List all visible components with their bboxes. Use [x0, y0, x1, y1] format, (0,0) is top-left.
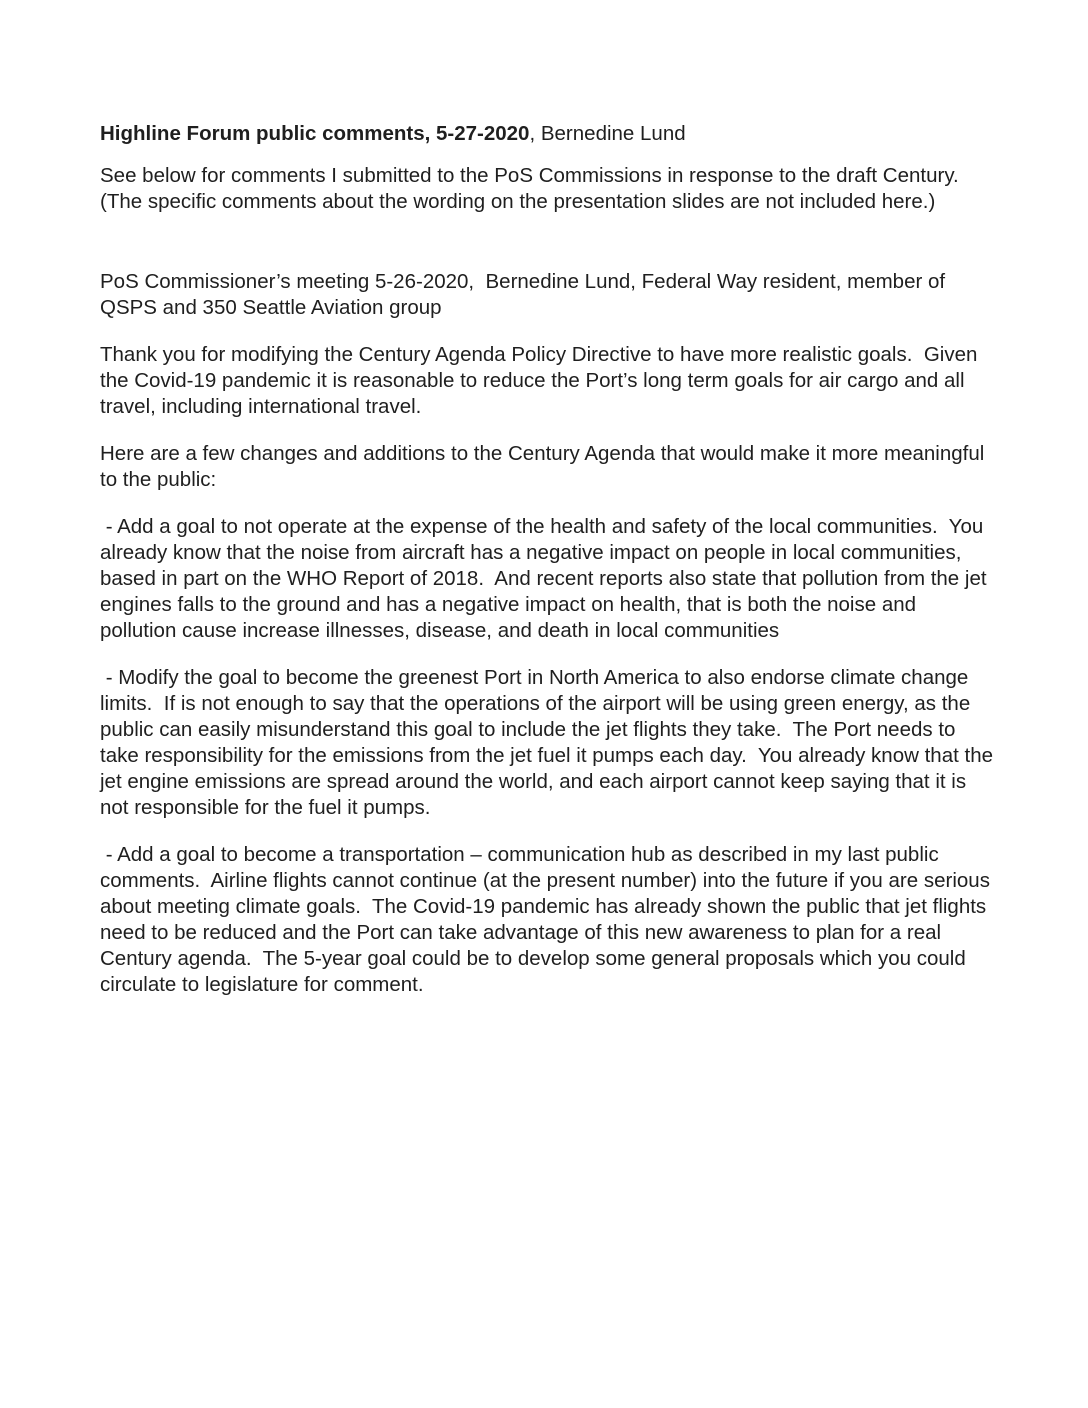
document-title [100, 121, 994, 147]
paragraph-changes-intro: Here are a few changes and additions to the Century Agenda that would make it more meaningful to the public: [100, 442, 991, 491]
paragraph-bullet-transportation: - Add a goal to become a transportation – communication hub as described in my last public comments. Airline flights cannot continue (at the present number) into the future if you are serious about meeting climate goals. The Covid-19 pandemic has already shown the public that jet flights need to be reduced and the Port can take advantage of this new awareness to plan for a real Century agenda. The 5-year goal could be to develop some general proposals which you could circulate to legislature for comment. [100, 843, 996, 996]
document-title-bold: Highline Forum public comments, 5-27-2020 [100, 122, 530, 145]
paragraph-bullet-health: - Add a goal to not operate at the expense of the health and safety of the local communities. You already know that the noise from aircraft has a negative impact on people in local communities, based in part on the WHO Report of 2018. And recent reports also state that pollution from the jet engines falls to the ground and has a negative impact on health, that is both the noise and pollution cause increase illnesses, disease, and death in local communities [100, 515, 993, 642]
paragraph-bullet-greenest: - Modify the goal to become the greenest Port in North America to also endorse climate change limits. If is not enough to say that the operations of the airport will be using green energy, as the public can easily misunderstand this goal to include the jet flights they take. The Port needs to take responsibility for the emissions from the jet fuel it pumps each day. You already know that the jet engine emissions are spread around the world, and each airport cannot keep saying that it is not responsible for the fuel it pumps. [100, 666, 999, 819]
paragraph-meeting: PoS Commissioner’s meeting 5-26-2020, Bernedine Lund, Federal Way resident, member of QSPS and 350 Seattle Aviation group [100, 270, 951, 319]
paragraph-intro: See below for comments I submitted to the PoS Commissions in response to the draft Century. (The specific comments about the wording on the presentation slides are not included here.) [100, 164, 971, 213]
paragraph-thanks: Thank you for modifying the Century Agenda Policy Directive to have more realistic goals. Given the Covid-19 pandemic it is reasonable to reduce the Port’s long term goals for air cargo and all travel, including international travel. [100, 343, 984, 418]
blank-line [100, 236, 994, 248]
document-title-author: , Bernedine Lund [529, 122, 686, 145]
